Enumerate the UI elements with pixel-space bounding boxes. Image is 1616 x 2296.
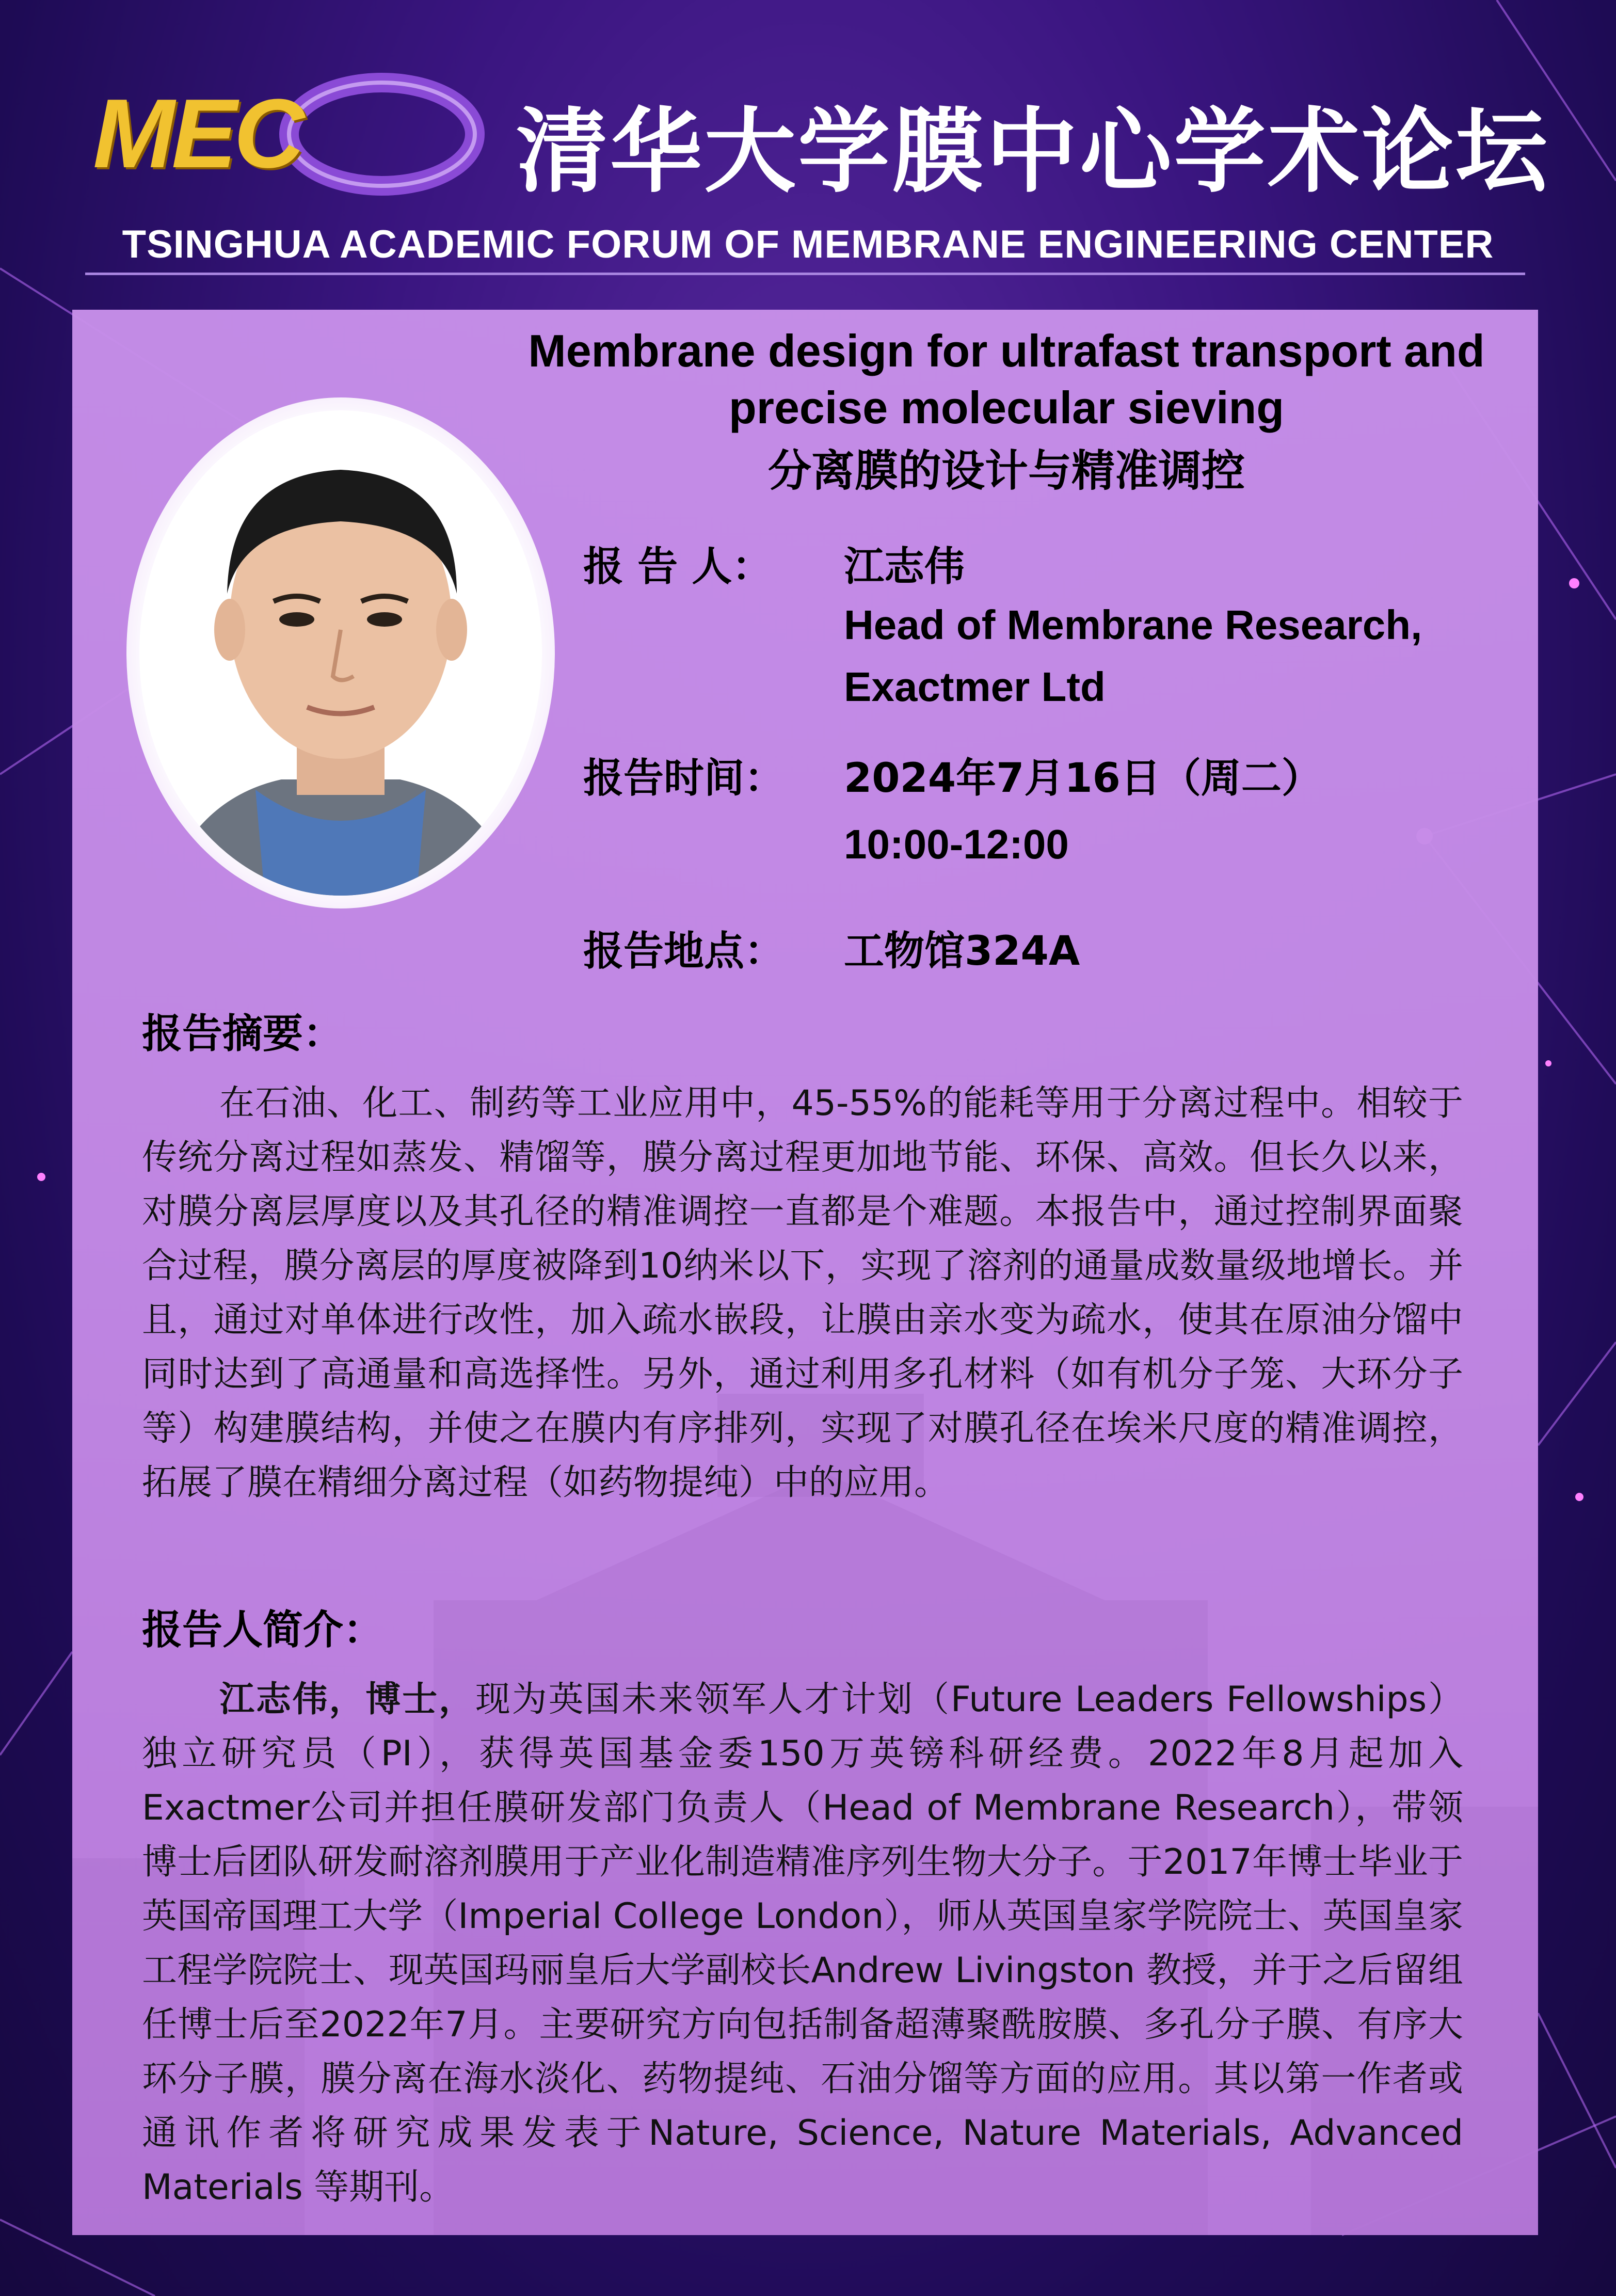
logo-text: MEC — [93, 79, 302, 188]
talk-title-cn: 分离膜的设计与精准调控 — [767, 445, 1245, 496]
bio-text — [142, 1672, 1463, 2214]
talk-title-en — [475, 323, 1538, 436]
time-date: 2024年7月16日（周二） — [844, 755, 1322, 802]
speaker-label: 报 告 人： — [583, 544, 773, 590]
place-label: 报告地点： — [583, 928, 785, 975]
forum-title-en: TSINGHUA ACADEMIC FORUM OF MEMBRANE ENGINEERING CENTER — [122, 222, 1494, 266]
header-divider — [85, 273, 1525, 275]
bio-heading: 报告人简介： — [142, 1607, 384, 1653]
abstract-text: 在石油、化工、制药等工业应用中，45-55%的能耗等用于分离过程中。相较于传统分离过程如蒸发、精馏等，膜分离过程更加地节能、环保、高效。但长久以来，对膜分离层厚度以及其孔径的精准调控一直都是个难题。本报告中，通过控制界面聚合过程，膜分离层的厚度被降到10纳米以下，实现了溶剂的通量成数量级地增长。并且，通过对单体进行改性，加入疏水嵌段，让膜由亲水变为疏水，使其在原油分馏中同时达到了高通量和高选择性。另外，通过利用多孔材料（如有机分子笼、大环分子等）构建膜结构，并使之在膜内有序排列，实现了对膜孔径在埃米尺度的精准调控，拓展了膜在精细分离过程（如药物提纯）中的应用。 — [142, 1083, 1463, 1503]
time-label: 报告时间： — [583, 755, 785, 802]
header — [0, 0, 1616, 289]
speaker-role-line1: Head of Membrane Research, — [844, 602, 1422, 648]
speaker-role-line2: Exactmer Ltd — [844, 664, 1106, 710]
time-hours: 10:00-12:00 — [844, 821, 1069, 867]
speaker-name: 江志伟 — [844, 544, 965, 590]
place-value: 工物馆324A — [844, 928, 1080, 975]
mec-logo — [93, 57, 485, 212]
bio-lead: 江志伟，博士， — [219, 1679, 475, 1720]
talk-title-en-line2: precise molecular sieving — [728, 382, 1285, 433]
abstract-heading: 报告摘要： — [142, 1011, 344, 1057]
talk-title-en-line1: Membrane design for ultrafast transport and — [528, 325, 1485, 376]
bio-body: 现为英国未来领军人才计划（Future Leaders Fellowships）独立研究员（PI），获得英国基金委150万英镑科研经费。2022年8月起加入Exactmer公司并担任膜研发部门负责人（Head of Membrane Research），带领博士后团队研发耐溶剂膜用于产业化制造精准序列生物大分子。于2017年博士毕业于英国帝国理工大学（Imperial College London），师从英国皇家学院院士、英国皇家工程学院院士、现英国玛丽皇后大学副校长Andrew Livingston 教授，并于之后留组任博士后至2022年7月。主要研究方向包括制备超薄聚酰胺膜、多孔分子膜、有序大环分子膜，膜分离在海水淡化、药物提纯、石油分馏等方面的应用。其以第一作者或通讯作者将研究成果发表于Nature, Science, Nature Materials, Advanced Materials 等期刊。 — [142, 1679, 1463, 2208]
forum-title-cn: 清华大学膜中心学术论坛 — [516, 98, 1549, 205]
